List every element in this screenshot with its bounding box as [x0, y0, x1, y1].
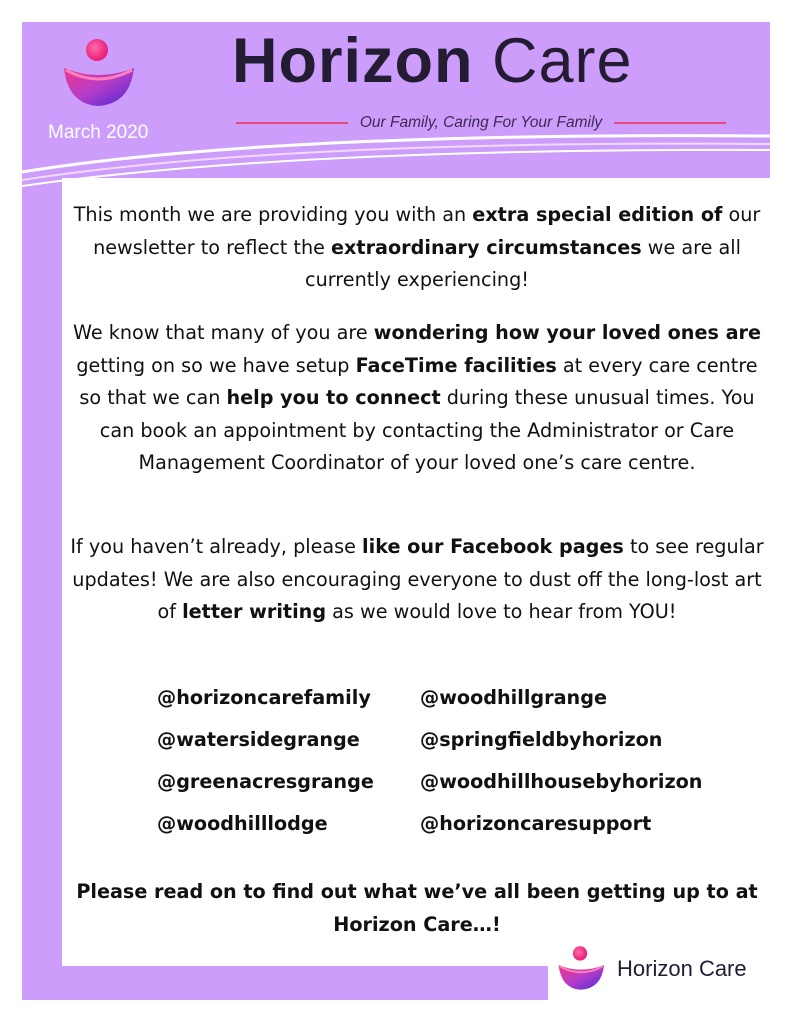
text-run: we are all currently experiencing! [305, 235, 741, 291]
footer-brand-bold: Horizon [617, 956, 693, 981]
bold-run: wondering how your loved ones are [373, 321, 761, 344]
facebook-handle: @horizoncaresupport [420, 812, 652, 835]
facebook-handle: @woodhillhousebyhorizon [420, 770, 703, 793]
tagline-rule-right [614, 122, 726, 124]
text-run: This month we are providing you with an [73, 203, 473, 226]
brand-title-bold: Horizon [232, 26, 474, 96]
text-run: our newsletter to reflect the [93, 203, 761, 259]
horizon-logo-icon [556, 944, 608, 994]
tagline: Our Family, Caring For Your Family [359, 114, 603, 131]
tagline-rule-left [236, 122, 348, 124]
facebook-paragraph [68, 531, 766, 629]
text-run: If you haven’t already, please [70, 535, 363, 558]
footer-brand [617, 956, 747, 982]
facebook-handle: @woodhilllodge [157, 812, 328, 835]
intro-paragraph [68, 199, 766, 297]
closing-line: Please read on to find out what we’ve all been getting up to at Horizon Care…! [76, 880, 758, 936]
text-run: getting on so we have setup [76, 353, 356, 377]
bold-run: letter writing [182, 600, 327, 623]
facetime-paragraph [68, 317, 766, 480]
text-run: to see regular updates! We are also encouraging everyone to dust off the long-lost art of [72, 535, 764, 623]
brand-title [232, 26, 732, 96]
text-run: We know that many of you are [72, 321, 374, 344]
brand-title-light: Care [491, 26, 633, 96]
bold-run: extraordinary circumstances [331, 235, 642, 259]
facebook-handle: @woodhillgrange [420, 686, 607, 709]
tagline-row [236, 112, 726, 134]
footer-brand-light: Care [698, 956, 747, 981]
facebook-handle: @greenacresgrange [157, 770, 374, 793]
facebook-handle: @springfieldbyhorizon [420, 728, 663, 751]
bold-run: FaceTime facilities [355, 353, 557, 377]
issue-date: March 2020 [48, 122, 149, 143]
text-run: as we would love to hear from YOU! [326, 600, 677, 623]
facebook-handle: @watersidegrange [157, 728, 360, 751]
text-run: during these unusual times. You can book an appointment by contacting the Administrator or Care Management Coordinator of your loved one’s care centre. [99, 386, 755, 474]
horizon-logo-icon [60, 38, 140, 110]
text-run: at every care centre so that we can [79, 353, 758, 409]
bold-run: help you to connect [226, 386, 441, 409]
bold-run: like our Facebook pages [362, 535, 624, 558]
bold-run: extra special edition of [472, 203, 723, 226]
facebook-handle: @horizoncarefamily [157, 686, 371, 709]
